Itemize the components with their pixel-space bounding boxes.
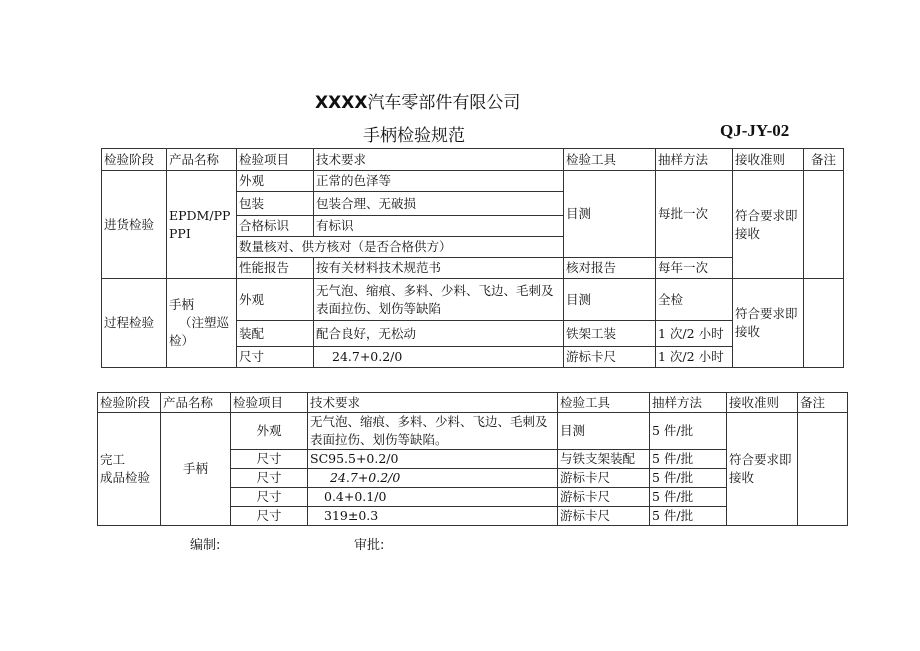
header-accept: 接收准则 (727, 393, 798, 413)
header-requirement: 技术要求 (314, 149, 564, 171)
header-sampling: 抽样方法 (650, 393, 727, 413)
process-item-assembly: 装配 (237, 321, 314, 347)
product-incoming: EPDM/PP PPI (167, 171, 237, 279)
req-packaging: 包装合理、无破损 (314, 192, 564, 216)
process-sampling-full: 全检 (656, 279, 733, 321)
final-item-size: 尺寸 (231, 450, 308, 469)
remark-process (804, 279, 844, 368)
header-remark: 备注 (804, 149, 844, 171)
inspection-table-1 (101, 148, 844, 368)
item-performance-report: 性能报告 (237, 258, 314, 279)
process-sampling-assembly: 1 次/2 小时 (656, 321, 733, 347)
process-sampling-size: 1 次/2 小时 (656, 347, 733, 368)
inspection-table-2 (97, 392, 848, 526)
final-item-appearance: 外观 (231, 413, 308, 450)
req-qualified-mark: 有标识 (314, 216, 564, 237)
final-req-size: SC95.5+0.2/0 (308, 450, 558, 469)
approved-by-label: 审批: (354, 538, 385, 553)
item-quantity-check: 数量核对、供方核对（是否合格供方） (237, 237, 564, 258)
tool-visual: 目测 (564, 171, 656, 258)
product-process: 手柄 （注塑巡 检） (167, 279, 237, 368)
final-item-size: 尺寸 (231, 469, 308, 488)
company-title: XXXX汽车零部件有限公司 (315, 93, 521, 113)
final-tool-caliper: 游标卡尺 (558, 507, 650, 526)
final-tool-caliper: 游标卡尺 (558, 469, 650, 488)
req-appearance: 正常的色泽等 (314, 171, 564, 192)
prepared-by-label: 编制: (190, 538, 221, 553)
final-tool-bracket: 与铁支架装配 (558, 450, 650, 469)
final-req-size: 0.4+0.1/0 (308, 488, 558, 507)
process-tool-fixture: 铁架工装 (564, 321, 656, 347)
item-packaging: 包装 (237, 192, 314, 216)
document-number: QJ-JY-02 (720, 121, 790, 140)
header-product: 产品名称 (161, 393, 231, 413)
header-tool: 检验工具 (558, 393, 650, 413)
stage-final: 完工 成品检验 (98, 413, 161, 526)
process-tool-caliper: 游标卡尺 (564, 347, 656, 368)
final-req-size: 319±0.3 (308, 507, 558, 526)
stage-incoming: 进货检验 (102, 171, 167, 279)
header-stage: 检验阶段 (102, 149, 167, 171)
product-final: 手柄 (161, 413, 231, 526)
item-appearance: 外观 (237, 171, 314, 192)
header-tool: 检验工具 (564, 149, 656, 171)
final-sampling: 5 件/批 (650, 507, 727, 526)
stage-process: 过程检验 (102, 279, 167, 368)
process-tool-visual: 目测 (564, 279, 656, 321)
header-item: 检验项目 (231, 393, 308, 413)
header-stage: 检验阶段 (98, 393, 161, 413)
accept-final: 符合要求即接收 (727, 413, 798, 526)
header-requirement: 技术要求 (308, 393, 558, 413)
remark-incoming (804, 171, 844, 279)
header-sampling: 抽样方法 (656, 149, 733, 171)
final-tool-caliper: 游标卡尺 (558, 488, 650, 507)
header-remark: 备注 (798, 393, 848, 413)
final-tool-visual: 目测 (558, 413, 650, 450)
final-sampling: 5 件/批 (650, 413, 727, 450)
sampling-each-batch: 每批一次 (656, 171, 733, 258)
header-product: 产品名称 (167, 149, 237, 171)
table1-header-row (102, 149, 844, 171)
remark-final (798, 413, 848, 526)
process-req-size: 24.7+0.2/0 (314, 347, 564, 368)
header-accept: 接收准则 (733, 149, 804, 171)
header-item: 检验项目 (237, 149, 314, 171)
accept-process: 符合要求即接收 (733, 279, 804, 368)
final-sampling: 5 件/批 (650, 488, 727, 507)
tool-check-report: 核对报告 (564, 258, 656, 279)
process-req-appearance: 无气泡、缩痕、多料、少料、飞边、毛刺及表面拉伤、划伤等缺陷 (314, 279, 564, 321)
final-item-size: 尺寸 (231, 507, 308, 526)
table2-header-row (98, 393, 848, 413)
accept-incoming: 符合要求即接收 (733, 171, 804, 279)
sampling-yearly: 每年一次 (656, 258, 733, 279)
process-req-assembly: 配合良好，无松动 (314, 321, 564, 347)
process-item-size: 尺寸 (237, 347, 314, 368)
process-item-appearance: 外观 (237, 279, 314, 321)
final-sampling: 5 件/批 (650, 450, 727, 469)
final-req-size: 24.7+0.2/0 (308, 469, 558, 488)
document-title: 手柄检验规范 (363, 126, 465, 146)
final-sampling: 5 件/批 (650, 469, 727, 488)
req-performance-report: 按有关材料技术规范书 (314, 258, 564, 279)
final-item-size: 尺寸 (231, 488, 308, 507)
item-qualified-mark: 合格标识 (237, 216, 314, 237)
final-req-appearance: 无气泡、缩痕、多料、少料、飞边、毛刺及表面拉伤、划伤等缺陷。 (308, 413, 558, 450)
